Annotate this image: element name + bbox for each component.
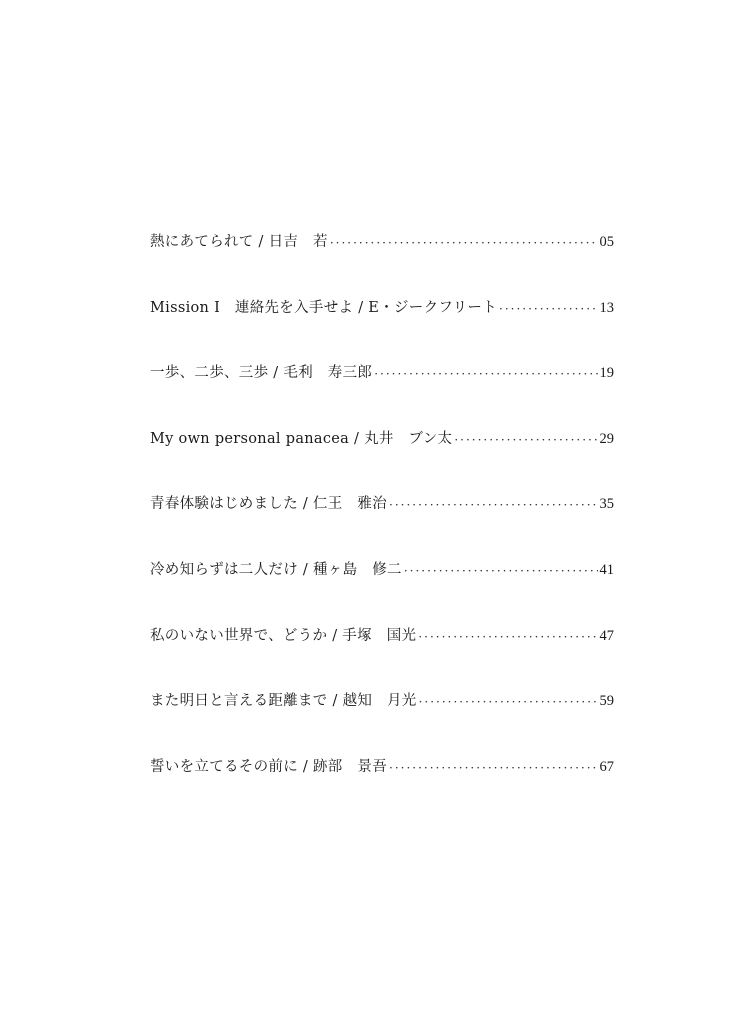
toc-entry-page: 29 — [599, 430, 614, 447]
dot-leader — [330, 230, 598, 256]
toc-entry-page: 47 — [599, 627, 614, 644]
toc-entry — [150, 688, 614, 754]
dot-leader — [499, 296, 597, 322]
toc-entry — [150, 491, 614, 557]
toc-entry-page: 41 — [599, 561, 614, 578]
toc-entry-title: Mission I 連絡先を入手せよ / E・ジークフリート — [150, 299, 498, 316]
toc-entry-title: 青春体験はじめました / 仁王 雅治 — [150, 496, 388, 513]
dot-leader — [419, 689, 598, 715]
toc-entry-title: 私のいない世界で、どうか / 手塚 国光 — [150, 627, 417, 644]
toc-entry-title: My own personal panacea / 丸井 ブン太 — [150, 430, 453, 447]
toc-entry-title: また明日と言える距離まで / 越知 月光 — [150, 693, 417, 710]
toc-entry-title: 熱にあてられて / 日吉 若 — [150, 234, 328, 250]
toc-entry — [150, 623, 614, 689]
dot-leader — [454, 427, 597, 453]
toc-entry — [150, 360, 614, 426]
toc-entry — [150, 426, 614, 492]
dot-leader — [404, 558, 598, 584]
dot-leader — [418, 624, 597, 650]
dot-leader — [389, 755, 597, 781]
toc-entry-page: 13 — [599, 299, 614, 316]
toc-entry — [150, 754, 614, 820]
table-of-contents — [150, 229, 614, 819]
toc-entry-page: 67 — [599, 758, 614, 775]
toc-entry-page: 35 — [599, 496, 614, 513]
dot-leader — [374, 361, 597, 387]
toc-entry-title: 冷め知らずは二人だけ / 種ヶ島 修二 — [150, 561, 402, 578]
toc-entry-page: 05 — [599, 234, 614, 250]
dot-leader — [389, 492, 597, 518]
toc-entry — [150, 229, 614, 295]
toc-entry-title: 一歩、二歩、三歩 / 毛利 寿三郎 — [150, 365, 373, 382]
toc-entry — [150, 295, 614, 361]
toc-entry-title: 誓いを立てるその前に / 跡部 景吾 — [150, 758, 388, 775]
toc-entry-page: 59 — [599, 693, 614, 710]
toc-entry-page: 19 — [599, 365, 614, 382]
toc-entry — [150, 557, 614, 623]
